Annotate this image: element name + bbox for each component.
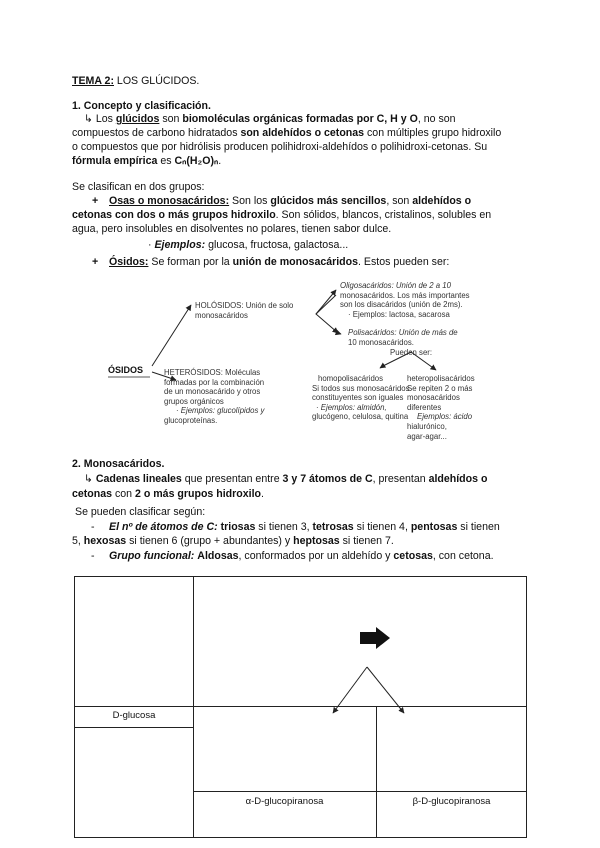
text-run: . Son sólidos, blancos, cristalinos, solubles en (275, 209, 492, 221)
text-run: son (159, 113, 183, 125)
diagram-osidos: ÓSIDOS (108, 365, 144, 375)
section-2-heading: 2. Monosacáridos. (72, 458, 165, 470)
text-run: si tienen (457, 521, 500, 533)
text-run: , conformados por un aldehído y (238, 550, 394, 562)
arrow-to-beta (367, 667, 404, 713)
text-run: Se pueden clasificar según: (75, 506, 206, 518)
diagram-oligosacaridos: Oligosacáridos: Unión de 2 a 10 monosacáridos. Los más importantes son los disacáridos (unión de 2ms). · Ejemplos: lactosa, sacarosa (340, 281, 470, 319)
text-run: si tienen 7. (339, 535, 394, 547)
text-run: Osas o monosacáridos: (109, 195, 230, 207)
diagram-pueden-ser: Pueden ser: (390, 348, 433, 357)
text-run: si tienen 4, (353, 521, 411, 533)
text-run: compuestos de carbono hidratados (72, 127, 241, 139)
text-run: agua, pero insolubles en disolventes no polares, tienen sabor dulce. (72, 223, 392, 235)
text-run: Son los (229, 195, 271, 207)
text-run: aldehídos o (428, 473, 488, 485)
text-run: Grupo funcional: (109, 550, 195, 562)
text-run: glucosa, fructosa, galactosa... (205, 239, 349, 251)
dglucosa-label: D-glucosa (112, 710, 156, 721)
tema-title: LOS GLÚCIDOS. (113, 75, 200, 87)
text-run: Se clasifican en dos grupos: (72, 181, 205, 193)
tema-label: TEMA 2: (72, 75, 114, 87)
text-run: Ejemplos: (154, 239, 206, 251)
text-run: son aldehídos o cetonas (240, 127, 365, 139)
text-run: . (218, 155, 222, 167)
text-run: 3 y 7 átomos de C (282, 473, 373, 485)
text-run: Cadenas lineales (95, 473, 182, 485)
text-run: si tienen 3, (255, 521, 313, 533)
right-arrow-icon (360, 627, 390, 649)
diagram-heterosidos: HETERÓSIDOS: Moléculas formadas por la combinación de un monosacárido y otros grupos orgánicos · Ejemplos: glucolípidos y glucoproteínas. (164, 368, 265, 425)
text-run: , no son (417, 113, 456, 125)
diagram-homopolisacaridos: homopolisacáridos Si todos sus monosacáridos constituyentes son iguales · Ejemplos: almidón, glucógeno, celulosa, quitina (312, 374, 410, 422)
text-run: Se forman por la (148, 256, 233, 268)
text-run: Ósidos: (109, 256, 149, 268)
text-run: hexosas (83, 535, 127, 547)
section-1-heading: 1. Concepto y clasificación. (72, 100, 211, 112)
text-run: pentosas (410, 521, 458, 533)
text-run: con (112, 488, 136, 500)
text-run: biomoléculas orgánicas formadas por C, H y O (182, 113, 418, 125)
text-run: unión de monosacáridos (232, 256, 359, 268)
text-run: , son (386, 195, 413, 207)
text-run: 5, (72, 535, 84, 547)
text-run: El nº de átomos de C: (109, 521, 218, 533)
alpha-glucopiranosa-label: α-D-glucopiranosa (245, 796, 324, 807)
text-run: ↳ (84, 473, 96, 485)
text-run: o compuestos que por hidrólisis producen polihidroxi-aldehídos o polihidroxi-cetonas. Su (72, 141, 488, 153)
text-run: , con cetona. (432, 550, 494, 562)
text-run: si tienen 6 (grupo + abundantes) y (126, 535, 294, 547)
text-run: heptosas (293, 535, 340, 547)
text-run: 2 o más grupos hidroxilo (135, 488, 261, 500)
text-run: glúcidos (115, 113, 160, 125)
text-run: Cₙ(H₂O)ₙ (174, 155, 219, 167)
dash-bullet-2: - (91, 550, 95, 562)
text-run: . Estos pueden ser: (358, 256, 450, 268)
text-run: triosas (220, 521, 256, 533)
text-run: Aldosas (197, 550, 239, 562)
dash-bullet-1: - (91, 521, 95, 533)
text-run: con múltiples grupo hidroxilo (364, 127, 502, 139)
text-run: cetonas con dos o más grupos hidroxilo (72, 209, 276, 221)
bullet-plus-osidos: + (92, 256, 99, 268)
text-run: cetonas (72, 488, 113, 500)
text-run: es (157, 155, 175, 167)
text-run: glúcidos más sencillos (270, 195, 387, 207)
text-run: . (260, 488, 264, 500)
text-run: aldehídos o (412, 195, 472, 207)
diagram-polisacaridos: Polisacáridos: Unión de más de 10 monosacáridos. (348, 328, 458, 347)
text-run: cetosas (393, 550, 433, 562)
text-run: ↳ Los (84, 113, 116, 125)
text-run: tetrosas (312, 521, 354, 533)
diagram-heteropolisacaridos: heteropolisacáridos Se repiten 2 o más monosacáridos diferentes Ejemplos: ácido hialurónico, agar-agar... (407, 374, 475, 441)
arrow-to-alpha (333, 667, 367, 713)
text-run: , presentan (372, 473, 429, 485)
diagram-holosidos: HOLÓSIDOS: Unión de solo monosacáridos (195, 301, 294, 320)
beta-glucopiranosa-label: β-D-glucopiranosa (412, 796, 491, 807)
text-run: fórmula empírica (72, 155, 158, 167)
bullet-plus-osas: + (92, 195, 99, 207)
text-run: que presentan entre (181, 473, 283, 485)
text-run: · (148, 239, 155, 251)
